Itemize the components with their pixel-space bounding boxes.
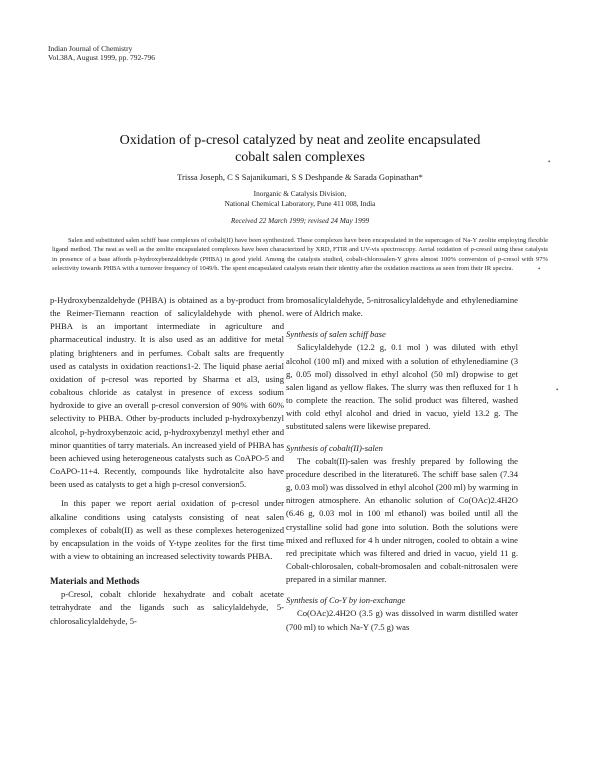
subheading-co-y: Synthesis of Co-Y by ion-exchange <box>286 595 406 606</box>
aim-paragraph: In this paper we report aerial oxidation of p-cresol under alkaline conditions using catalysts consisting of neat salen complexes of cobalt(II) as well as these complexes heterogenized by encapsulation in the voids of Y-type zeolites for the first time with a view to obtaining an increased selectivity towards PHBA. <box>50 498 284 561</box>
materials-paragraph: p-Cresol, cobalt chloride hexahydrate and cobalt acetate tetrahydrate and the ligands such as salicylaldehyde, 5-chlorosalicylaldehyde, 5- <box>50 589 284 626</box>
materials-continued: bromosalicylaldehyde, 5-nitrosalicylaldehyde and ethylenediamine were of Aldrich make. <box>286 295 518 319</box>
margin-mark: • <box>548 158 551 166</box>
co-y-paragraph: Co(OAc)2.4H2O (3.5 g) was dissolved in warm distilled water (700 ml) to which Na-Y (7.5 g) was <box>286 608 518 632</box>
affiliation-lab: National Chemical Laboratory, Pune 411 008, India <box>224 198 376 208</box>
journal-name: Indian Journal of Chemistry <box>48 44 133 53</box>
intro-paragraph: p-Hydroxybenzaldehyde (PHBA) is obtained as a by-product from the Reimer-Tiemann reaction of salicylaldehyde with phenol. PHBA is an important intermediate in agriculture and pharmaceutical industry. It is also used as an additive for metal plating brighteners and in perfumes. Cobalt salts are frequently used as catalysts in oxidation reactions1-2. The liquid phase aerial oxidation of p-cresol was reported by Sharma et al3, using cobaltous chloride as catalyst in presence of excess sodium hydroxide to give an overall p-cresol conversion of 90% with 60% selectivity to PHBA. Other by-products included p-hydroxybenzyl alcohol, p-hydroxybenzoic acid, p-hydroxybenzyl methyl ether and minor quantities of tarry materials. An increased yield of PHBA has been achieved using heterogeneous catalysts such as CoAPO-5 and CoAPO-11+4. Recently, compounds like hydrotalcite also have been used as catalysts to get a high p-cresol conversion5. <box>50 295 284 490</box>
title-line-2: cobalt salen complexes <box>235 150 365 165</box>
affiliation <box>80 189 520 208</box>
margin-mark: • <box>538 265 541 273</box>
journal-citation: Vol.38A, August 1999, pp. 792-796 <box>48 53 155 63</box>
affiliation-division: Inorganic & Catalysis Division, <box>253 189 347 198</box>
title-line-1: Oxidation of p-cresol catalyzed by neat and zeolite encapsulated <box>119 133 481 148</box>
paper-title <box>80 132 520 166</box>
margin-mark: • <box>556 386 559 394</box>
salen-synthesis-paragraph: Salicylaldehyde (12.2 g, 0.1 mol ) was diluted with ethyl alcohol (100 ml) and mixed with a solution of ethylenediamine (3 g, 0.05 mol) dissolved in ethyl alcohol (50 ml) dropwise to get salen ligand as yellow flakes. The slurry was then refluxed for 1 h to complete the reaction. The solid product was filtered, washed with cold ethyl alcohol and dried in vacuo, yield 13.2 g. The substituted salens were likewise prepared. <box>286 342 518 432</box>
author-list: Trissa Joseph, C S Sajanikumari, S S Deshpande & Sarada Gopinathan* <box>177 172 423 182</box>
section-heading-materials: Materials and Methods <box>50 576 140 587</box>
subheading-salen-synthesis: Synthesis of salen schiff base <box>286 329 386 340</box>
journal-header <box>48 44 155 62</box>
abstract: Salen and substituted salen schiff base complexes of cobalt(II) have been synthesized. These complexes have been encapsulated in the supercages of Na-Y zeolite employing flexible ligand method. The neat as well as the zeolite encapsulated complexes have been characterized by XRD, FTIR and UV-vis spectroscopy. Aerial oxidation of p-cresol using these catalysts in presence of a base affords p-hydroxybenzaldehyde (PHBA) in good yield. Among the catalysts studied, cobalt-chlorosalen-Y gives almost 100% conversion of p-cresol with 97% selectivity towards PHBA with a turnover frequency of 1049/h. The spent encapsulated catalysts retain their identity after the oxidation reactions as seen from their IR spectra. <box>52 237 548 272</box>
cobalt-salen-paragraph: The cobalt(II)-salen was freshly prepared by following the procedure described in the literature6. The schiff base salen (7.34 g, 0.03 mol) was dissolved in ethyl alcohol (200 ml) by warming in nitrogen atmosphere. An ethanolic solution of Co(OAc)2.4H2O (6.46 g, 0.03 mol in 100 ml ethanol) was boiled until all the crystalline solid had gone into solution. Both the solutions were mixed and refluxed for 4 h under nitrogen, cooled to obtain a wine red precipitate which was filtered and dried in vacuo, yield 11 g. Cobalt-chlorosalen, cobalt-bromosalen and cobalt-nitrosalen were prepared in a similar manner. <box>286 455 519 585</box>
right-column <box>286 294 518 634</box>
left-column <box>50 294 284 628</box>
subheading-cobalt-salen: Synthesis of cobalt(II)-salen <box>286 442 383 453</box>
received-dates: Received 22 March 1999; revised 24 May 1999 <box>230 216 370 225</box>
